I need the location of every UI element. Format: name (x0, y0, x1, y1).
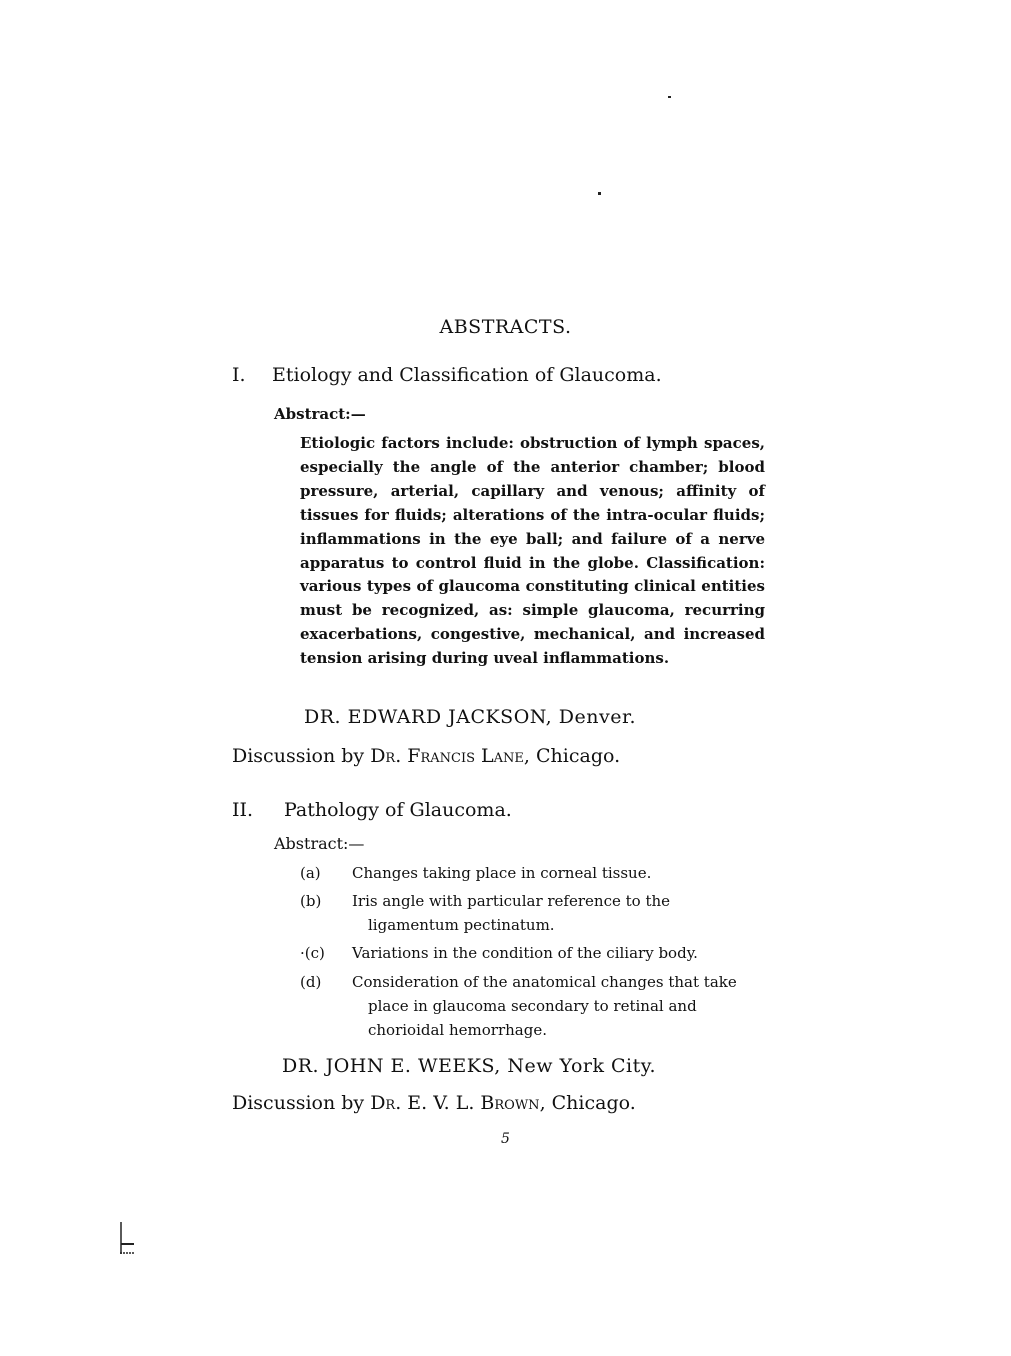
page-heading: ABSTRACTS. (439, 316, 572, 338)
list-item (300, 941, 765, 965)
section-1-author: DR. EDWARD JACKSON, Denver. (304, 706, 636, 728)
section-2-discussion-prefix: Discussion by (232, 1092, 365, 1114)
list-item-text: Iris angle with particular reference to the ligamentum pectinatum. (352, 892, 671, 934)
section-1-discussion (232, 745, 620, 767)
section-2-author: DR. JOHN E. WEEKS, New York City. (282, 1055, 657, 1077)
list-item-text: Changes taking place in corneal tissue. (352, 864, 652, 882)
list-item (300, 861, 765, 885)
list-item-label: (b) (300, 892, 322, 910)
section-2-discussion (232, 1092, 636, 1114)
section-1-discussant: Dr. Francis Lane (370, 745, 524, 767)
section-2-abstract-label: Abstract:— (274, 834, 365, 853)
section-1-abstract-label: Abstract:— (274, 405, 366, 423)
section-2-title (232, 799, 512, 821)
list-item (300, 970, 765, 1042)
scan-speck (598, 192, 601, 195)
scan-artifact-mark (118, 1220, 138, 1260)
list-item-text: Variations in the condition of the ciliary body. (352, 944, 698, 962)
section-1-number: I. (232, 364, 246, 386)
section-2-title-text: Pathology of Glaucoma. (284, 799, 512, 821)
section-1-title (232, 364, 662, 386)
section-2-number: II. (232, 799, 254, 821)
list-item-label: ·(c) (300, 944, 325, 962)
list-item-label: (a) (300, 864, 321, 882)
scan-speck (668, 96, 671, 98)
list-item-label: (d) (300, 973, 322, 991)
page-number: 5 (501, 1131, 510, 1147)
list-item (300, 889, 765, 937)
section-1-discussion-prefix: Discussion by (232, 745, 365, 767)
section-1-discussion-place: , Chicago. (523, 745, 621, 767)
section-2-discussant: Dr. E. V. L. Brown (370, 1092, 540, 1114)
list-item-text: Consideration of the anatomical changes that take place in glaucoma secondary to retinal and chorioidal hemorrhage. (352, 973, 737, 1039)
section-1-abstract-text: Etiologic factors include: obstruction of lymph spaces, especially the angle of the anterior chamber; blood pressure, arterial, capillary and venous; affinity of tissues for fluids; alterations of the intra-ocular fluids; inflammations in the eye ball; and failure of a nerve apparatus to control fluid in the globe. Classification: various types of glaucoma constituting clinical entities must be recognized, as: simple glaucoma, recurring exacerbations, congestive, mechanical, and increased tension arising during uveal inflammations. (300, 434, 765, 668)
section-1-title-text: Etiology and Classification of Glaucoma. (272, 364, 662, 386)
section-2-discussion-place: , Chicago. (539, 1092, 636, 1114)
